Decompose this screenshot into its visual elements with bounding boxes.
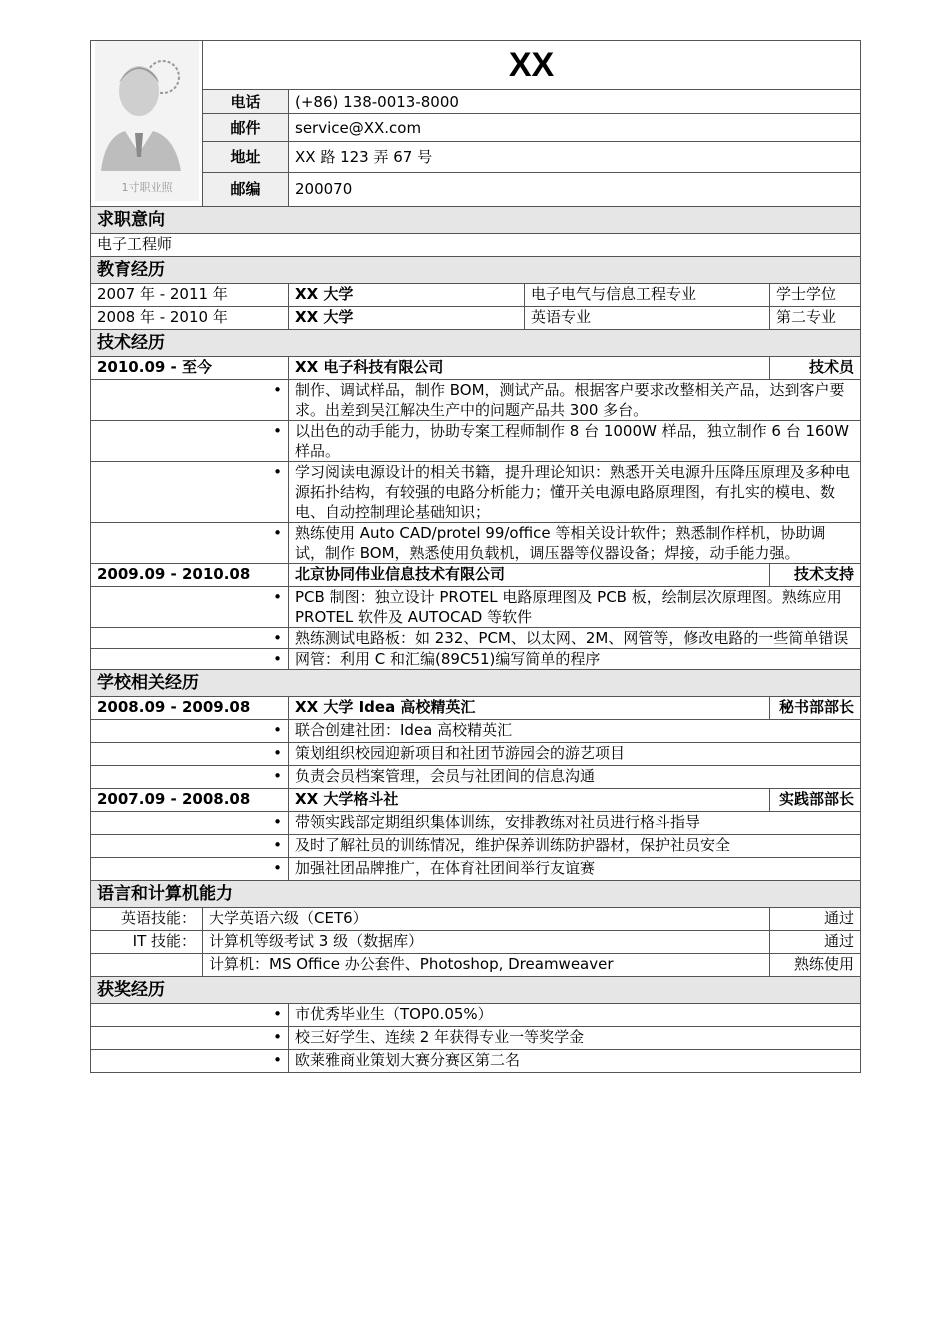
job-item-row	[91, 766, 861, 789]
bullet-icon: •	[91, 587, 289, 628]
job-item-row	[91, 421, 861, 462]
bullet-icon: •	[91, 421, 289, 462]
section-education	[91, 257, 861, 284]
skill-level: 通过	[770, 931, 861, 954]
bullet-icon: •	[91, 649, 289, 670]
job-company: XX 电子科技有限公司	[289, 357, 770, 380]
email-row	[91, 114, 861, 142]
applicant-name: XX	[203, 41, 861, 90]
job-item-row	[91, 812, 861, 835]
photo-cell	[91, 41, 203, 207]
bullet-icon: •	[91, 835, 289, 858]
bullet-icon: •	[91, 523, 289, 564]
job-item-row	[91, 462, 861, 523]
address-label: 地址	[203, 142, 289, 172]
section-title: 技术经历	[91, 330, 861, 357]
job-item-row	[91, 380, 861, 421]
award-item: 校三好学生、连续 2 年获得专业一等奖学金	[289, 1027, 861, 1050]
bullet-icon: •	[91, 858, 289, 881]
job-item: 制作、调试样品，制作 BOM，测试产品。根据客户要求改整相关产品，达到客户要求。出差到吴江解决生产中的问题产品共 300 多台。	[289, 380, 861, 421]
award-item: 市优秀毕业生（TOP0.05%）	[289, 1004, 861, 1027]
job-item: 熟练测试电路板：如 232、PCM、以太网、2M、网管等，修改电路的一些简单错误	[289, 628, 861, 649]
bullet-icon: •	[91, 720, 289, 743]
job-period: 2008.09 - 2009.08	[91, 697, 289, 720]
bullet-icon: •	[91, 1004, 289, 1027]
section-tech	[91, 330, 861, 357]
bullet-icon: •	[91, 812, 289, 835]
skill-value: 计算机：MS Office 办公套件、Photoshop, Dreamweaver	[203, 954, 770, 977]
skill-label: IT 技能：	[91, 931, 203, 954]
job-role: 技术员	[770, 357, 861, 380]
edu-degree: 学士学位	[770, 284, 861, 307]
job-item: 熟练使用 Auto CAD/protel 99/office 等相关设计软件；熟悉制作样机，协助调试，制作 BOM，熟悉使用负载机，调压器等仪器设备；焊接，动手能力强。	[289, 523, 861, 564]
job-item-row	[91, 858, 861, 881]
job-item: 及时了解社员的训练情况，维护保养训练防护器材，保护社员安全	[289, 835, 861, 858]
phone-value: (+86) 138-0013-8000	[289, 90, 861, 114]
edu-degree: 第二专业	[770, 307, 861, 330]
job-period: 2007.09 - 2008.08	[91, 789, 289, 812]
zip-label: 邮编	[203, 172, 289, 206]
job-item-row	[91, 720, 861, 743]
skill-row	[91, 908, 861, 931]
resume-table	[90, 40, 861, 1073]
bullet-icon: •	[91, 462, 289, 523]
job-item: 联合创建社团：Idea 高校精英汇	[289, 720, 861, 743]
section-title: 求职意向	[91, 207, 861, 234]
job-role: 秘书部部长	[770, 697, 861, 720]
job-item-row	[91, 835, 861, 858]
header-name-row	[91, 41, 861, 90]
job-item: 带领实践部定期组织集体训练，安排教练对社员进行格斗指导	[289, 812, 861, 835]
photo-caption: 1寸职业照	[121, 181, 172, 194]
bullet-icon: •	[91, 1050, 289, 1073]
section-title: 教育经历	[91, 257, 861, 284]
skill-level: 通过	[770, 908, 861, 931]
edu-major: 英语专业	[525, 307, 770, 330]
award-item: 欧莱雅商业策划大赛分赛区第二名	[289, 1050, 861, 1073]
bullet-icon: •	[91, 766, 289, 789]
award-row	[91, 1027, 861, 1050]
bullet-icon: •	[91, 628, 289, 649]
skill-value: 大学英语六级（CET6）	[203, 908, 770, 931]
edu-major: 电子电气与信息工程专业	[525, 284, 770, 307]
address-row	[91, 142, 861, 172]
bullet-icon: •	[91, 743, 289, 766]
job-item: 网管：利用 C 和汇编(89C51)编写简单的程序	[289, 649, 861, 670]
section-objective	[91, 207, 861, 234]
zip-row	[91, 172, 861, 206]
email-value: service@XX.com	[289, 114, 861, 142]
section-title: 语言和计算机能力	[91, 881, 861, 908]
job-company: XX 大学格斗社	[289, 789, 770, 812]
skill-label	[91, 954, 203, 977]
job-header-row	[91, 789, 861, 812]
job-item: 加强社团品牌推广，在体育社团间举行友谊赛	[289, 858, 861, 881]
job-item: 策划组织校园迎新项目和社团节游园会的游艺项目	[289, 743, 861, 766]
job-header-row	[91, 697, 861, 720]
job-item: 负责会员档案管理，会员与社团间的信息沟通	[289, 766, 861, 789]
job-company: 北京协同伟业信息技术有限公司	[289, 564, 770, 587]
bullet-icon: •	[91, 380, 289, 421]
zip-value: 200070	[289, 172, 861, 206]
email-label: 邮件	[203, 114, 289, 142]
section-awards	[91, 977, 861, 1004]
section-title: 获奖经历	[91, 977, 861, 1004]
objective-value: 电子工程师	[91, 234, 861, 257]
job-company: XX 大学 Idea 高校精英汇	[289, 697, 770, 720]
address-value: XX 路 123 弄 67 号	[289, 142, 861, 172]
bullet-icon: •	[91, 1027, 289, 1050]
objective-row	[91, 234, 861, 257]
section-title: 学校相关经历	[91, 670, 861, 697]
job-header-row	[91, 357, 861, 380]
award-row	[91, 1050, 861, 1073]
phone-row	[91, 90, 861, 114]
job-item: PCB 制图：独立设计 PROTEL 电路原理图及 PCB 板，绘制层次原理图。熟练应用 PROTEL 软件及 AUTOCAD 等软件	[289, 587, 861, 628]
job-period: 2009.09 - 2010.08	[91, 564, 289, 587]
skill-value: 计算机等级考试 3 级（数据库）	[203, 931, 770, 954]
skill-level: 熟练使用	[770, 954, 861, 977]
education-row	[91, 284, 861, 307]
phone-label: 电话	[203, 90, 289, 114]
job-item-row	[91, 649, 861, 670]
job-period: 2010.09 - 至今	[91, 357, 289, 380]
education-row	[91, 307, 861, 330]
edu-period: 2008 年 - 2010 年	[91, 307, 289, 330]
job-item-row	[91, 743, 861, 766]
skill-row	[91, 931, 861, 954]
job-item-row	[91, 628, 861, 649]
job-role: 技术支持	[770, 564, 861, 587]
edu-school: XX 大学	[289, 284, 525, 307]
avatar-icon	[95, 41, 199, 201]
section-skills	[91, 881, 861, 908]
job-role: 实践部部长	[770, 789, 861, 812]
skill-label: 英语技能：	[91, 908, 203, 931]
job-header-row	[91, 564, 861, 587]
edu-period: 2007 年 - 2011 年	[91, 284, 289, 307]
job-item: 学习阅读电源设计的相关书籍，提升理论知识：熟悉开关电源升压降压原理及多种电源拓扑结构，有较强的电路分析能力；懂开关电源电路原理图，有扎实的模电、数电、自动控制理论基础知识；	[289, 462, 861, 523]
job-item-row	[91, 587, 861, 628]
edu-school: XX 大学	[289, 307, 525, 330]
section-school	[91, 670, 861, 697]
skill-row	[91, 954, 861, 977]
award-row	[91, 1004, 861, 1027]
resume-page	[90, 40, 860, 1073]
job-item: 以出色的动手能力，协助专案工程师制作 8 台 1000W 样品，独立制作 6 台 160W 样品。	[289, 421, 861, 462]
job-item-row	[91, 523, 861, 564]
